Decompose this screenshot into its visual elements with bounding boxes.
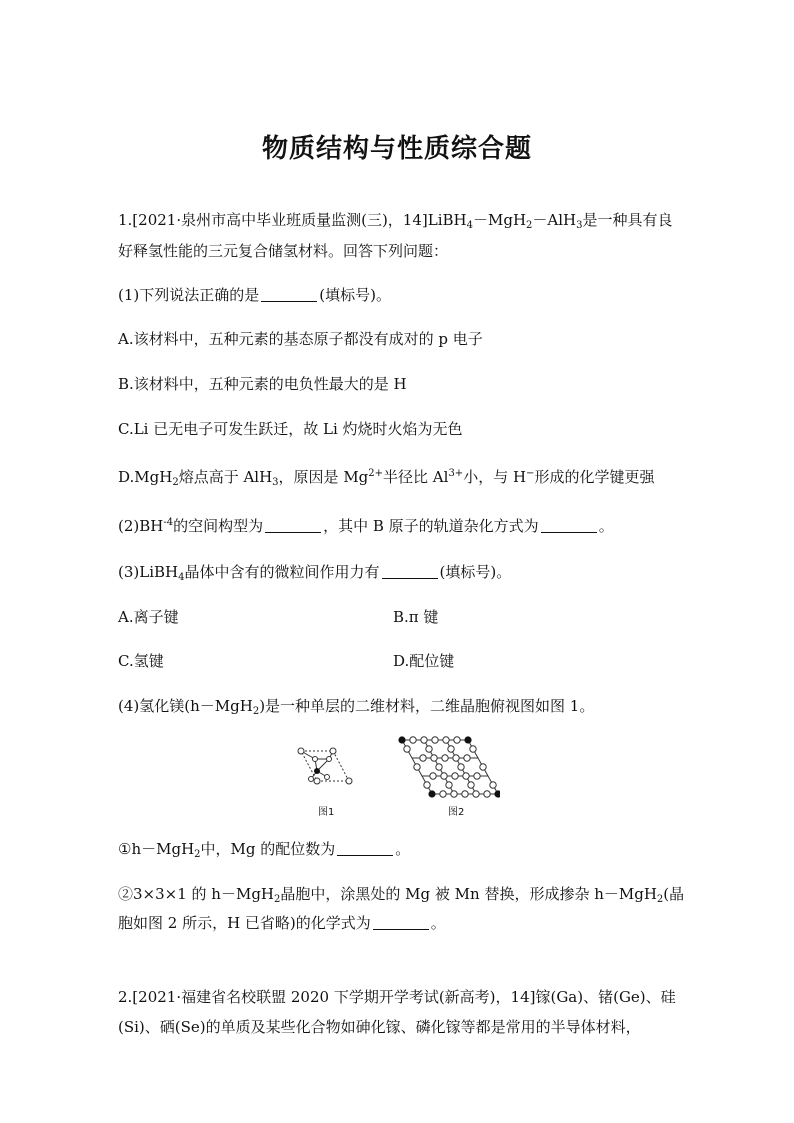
q1-part3-option-d: D.配位键 — [393, 652, 455, 670]
q1-header-line2: 好释氢性能的三元复合储氢材料。回答下列问题： — [118, 242, 449, 260]
q1-option-a: A.该材料中，五种元素的基态原子都没有成对的 p 电子 — [118, 330, 483, 348]
answer-blank — [373, 915, 429, 930]
q1-part4-item2: ②3×3×1 的 h－MgH$_2$晶胞中，涂黑处的 Mg 被 Mn 替换，形成掺杂 h－MgH$_2$(晶 — [118, 885, 685, 905]
figure-2-lattice — [398, 736, 500, 798]
q1-part4-item1: ①h－MgH$_2$中，Mg 的配位数为 。 — [118, 840, 411, 860]
figure-1-caption: 图1 — [318, 807, 335, 818]
q1-part3-option-c: C.氢键 — [118, 652, 164, 670]
figure-1-unit-cell — [293, 745, 355, 791]
q1-option-d: D.MgH$_2$熔点高于 AlH$_3$，原因是 $Mg^{2+}$半径比 $Al^{3+}$小，与 H−形成的化学键更强 — [118, 468, 655, 488]
q1-part3-option-b: B.π 键 — [393, 608, 439, 626]
q1-option-b: B.该材料中，五种元素的电负性最大的是 H — [118, 375, 407, 393]
answer-blank — [337, 841, 393, 856]
q1-part3-option-a: A.离子键 — [118, 608, 179, 626]
q2-header-line2: (Si)、硒(Se)的单质及某些化合物如砷化镓、磷化镓等都是常用的半导体材料， — [118, 1018, 641, 1036]
q1-header: 1.[2021·泉州市高中毕业班质量监测(三)，14]LiBH$_4$－MgH$_2$－AlH$_3$是一种具有良 — [118, 211, 673, 231]
answer-blank — [261, 287, 317, 302]
page-title: 物质结构与性质综合题 — [261, 134, 532, 164]
answer-blank — [541, 518, 597, 533]
q2-header: 2.[2021·福建省名校联盟 2020 下学期开学考试(新高考)，14]镓(Ga)、锗(Ge)、硅 — [118, 988, 676, 1006]
answer-blank — [265, 518, 321, 533]
q1-option-c: C.Li 已无电子可发生跃迁，故 Li 灼烧时火焰为无色 — [118, 420, 463, 438]
answer-blank — [382, 564, 438, 579]
figure-2-caption: 图2 — [448, 807, 465, 818]
q1-part2: $(2)BH^{-4}$的空间构型为 ，其中 B 原子的轨道杂化方式为 。 — [118, 517, 614, 535]
q1-part1: (1)下列说法正确的是 (填标号)。 — [118, 286, 391, 304]
q1-part4-item2-line2: 胞如图 2 所示，H 已省略)的化学式为 。 — [118, 914, 446, 932]
q1-part4: (4)氢化镁(h－MgH$_2$)是一种单层的二维材料，二维晶胞俯视图如图 1。 — [118, 697, 595, 717]
q1-part3: (3)LiBH$_4$晶体中含有的微粒间作用力有 (填标号)。 — [118, 563, 512, 583]
